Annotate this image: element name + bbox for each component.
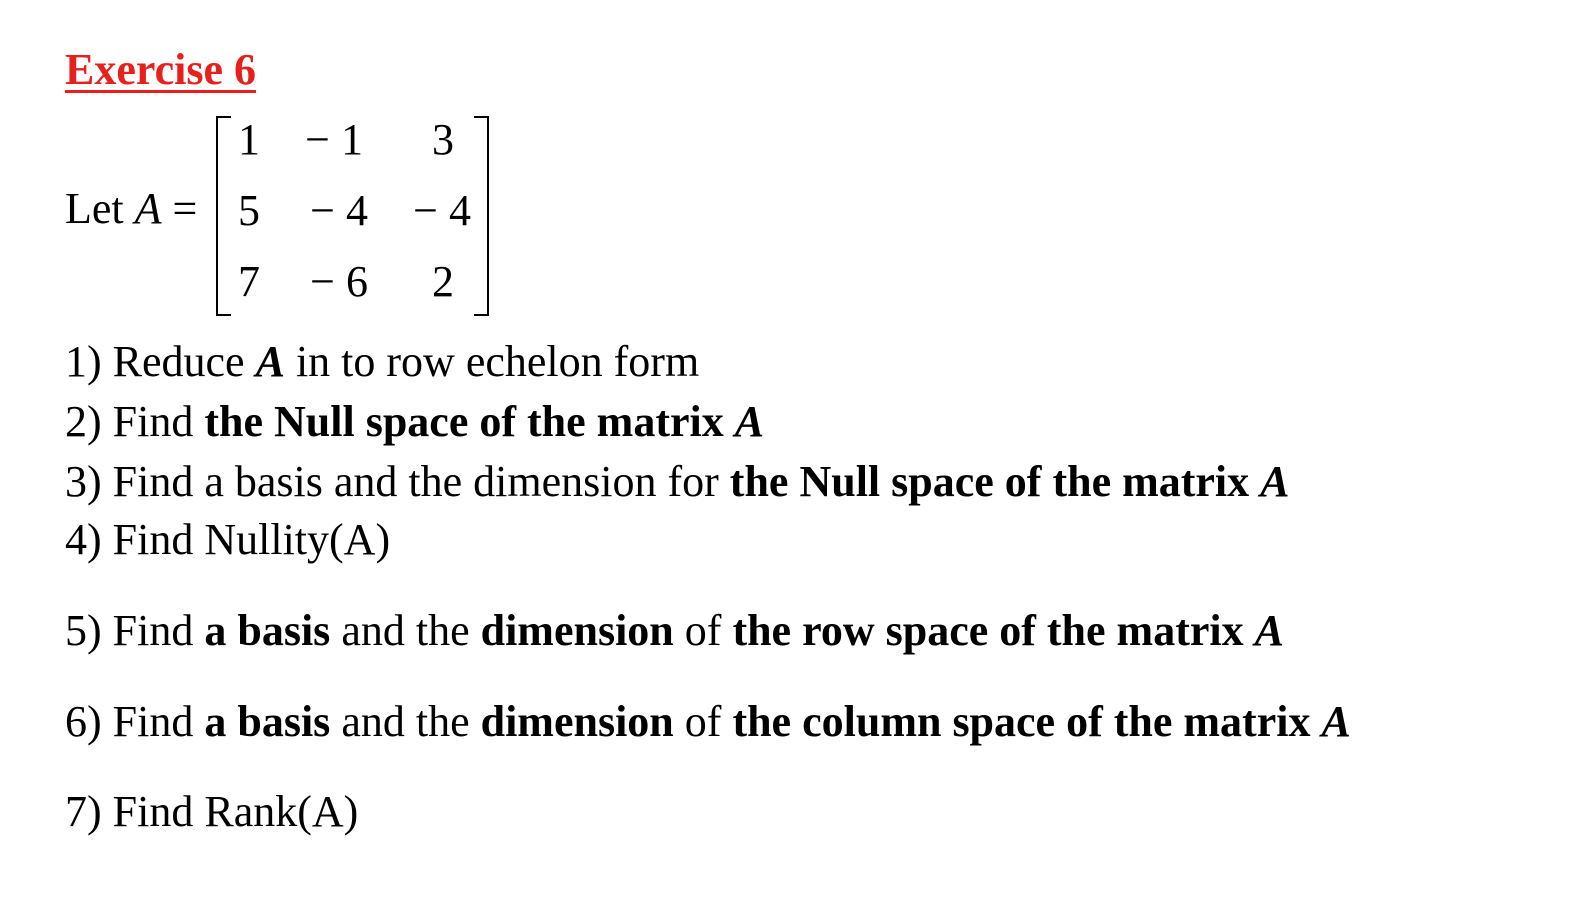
question-5-text: 5) Find	[65, 606, 205, 655]
exercise-title: Exercise 6	[65, 45, 257, 94]
question-5-text-2: and the	[330, 606, 481, 655]
question-6-bold-basis: a basis	[204, 697, 331, 746]
question-3	[65, 457, 1290, 506]
question-6	[65, 697, 1351, 746]
equals-sign: =	[172, 184, 198, 233]
question-7	[65, 787, 359, 836]
question-1-matrix-ref: A	[255, 337, 285, 386]
matrix-cell-1-3: 3	[432, 115, 454, 164]
question-2-text: 2) Find	[65, 397, 205, 446]
question-1-text: 1) Reduce	[65, 337, 256, 386]
question-5-bold-space: the row space of the matrix	[732, 606, 1255, 655]
question-6-bold-space: the column space of the matrix	[732, 697, 1322, 746]
question-6-matrix-ref: A	[1321, 697, 1351, 746]
matrix-cell-1-2: − 1	[305, 115, 363, 164]
question-2-bold: the Null space of the matrix	[204, 397, 735, 446]
question-1	[65, 337, 700, 386]
question-6-bold-dimension: dimension	[480, 697, 674, 746]
question-3-matrix-ref: A	[1260, 457, 1290, 506]
question-3-bold: the Null space of the matrix	[729, 457, 1261, 506]
question-5-bold-basis: a basis	[204, 606, 331, 655]
question-6-text-2: and the	[330, 697, 481, 746]
question-6-text: 6) Find	[65, 697, 205, 746]
matrix-cell-2-3: − 4	[413, 186, 471, 235]
question-2-matrix-ref: A	[734, 397, 765, 446]
matrix-cell-2-1: 5	[238, 186, 260, 235]
question-3-text: 3) Find a basis and the dimension for	[65, 457, 730, 506]
question-1-text-end: in to row echelon form	[284, 337, 700, 386]
matrix-cell-2-2: − 4	[310, 186, 368, 235]
question-5-matrix-ref: A	[1254, 606, 1284, 655]
matrix-right-bracket	[474, 116, 489, 316]
matrix-cell-3-3: 2	[432, 257, 454, 306]
let-word: Let	[65, 184, 124, 233]
question-5-bold-dimension: dimension	[480, 606, 674, 655]
matrix-definition-label	[65, 184, 198, 233]
question-7-text: 7) Find Rank(A)	[65, 787, 359, 836]
question-5-text-3: of	[673, 606, 733, 655]
question-4	[65, 515, 391, 564]
matrix-cell-1-1: 1	[238, 115, 260, 164]
matrix-cell-3-1: 7	[238, 257, 260, 306]
question-6-text-3: of	[673, 697, 733, 746]
matrix-variable: A	[134, 184, 162, 233]
question-4-text: 4) Find Nullity(A)	[65, 515, 391, 564]
question-5	[65, 606, 1284, 655]
question-2	[65, 397, 765, 446]
matrix-cell-3-2: − 6	[310, 257, 368, 306]
